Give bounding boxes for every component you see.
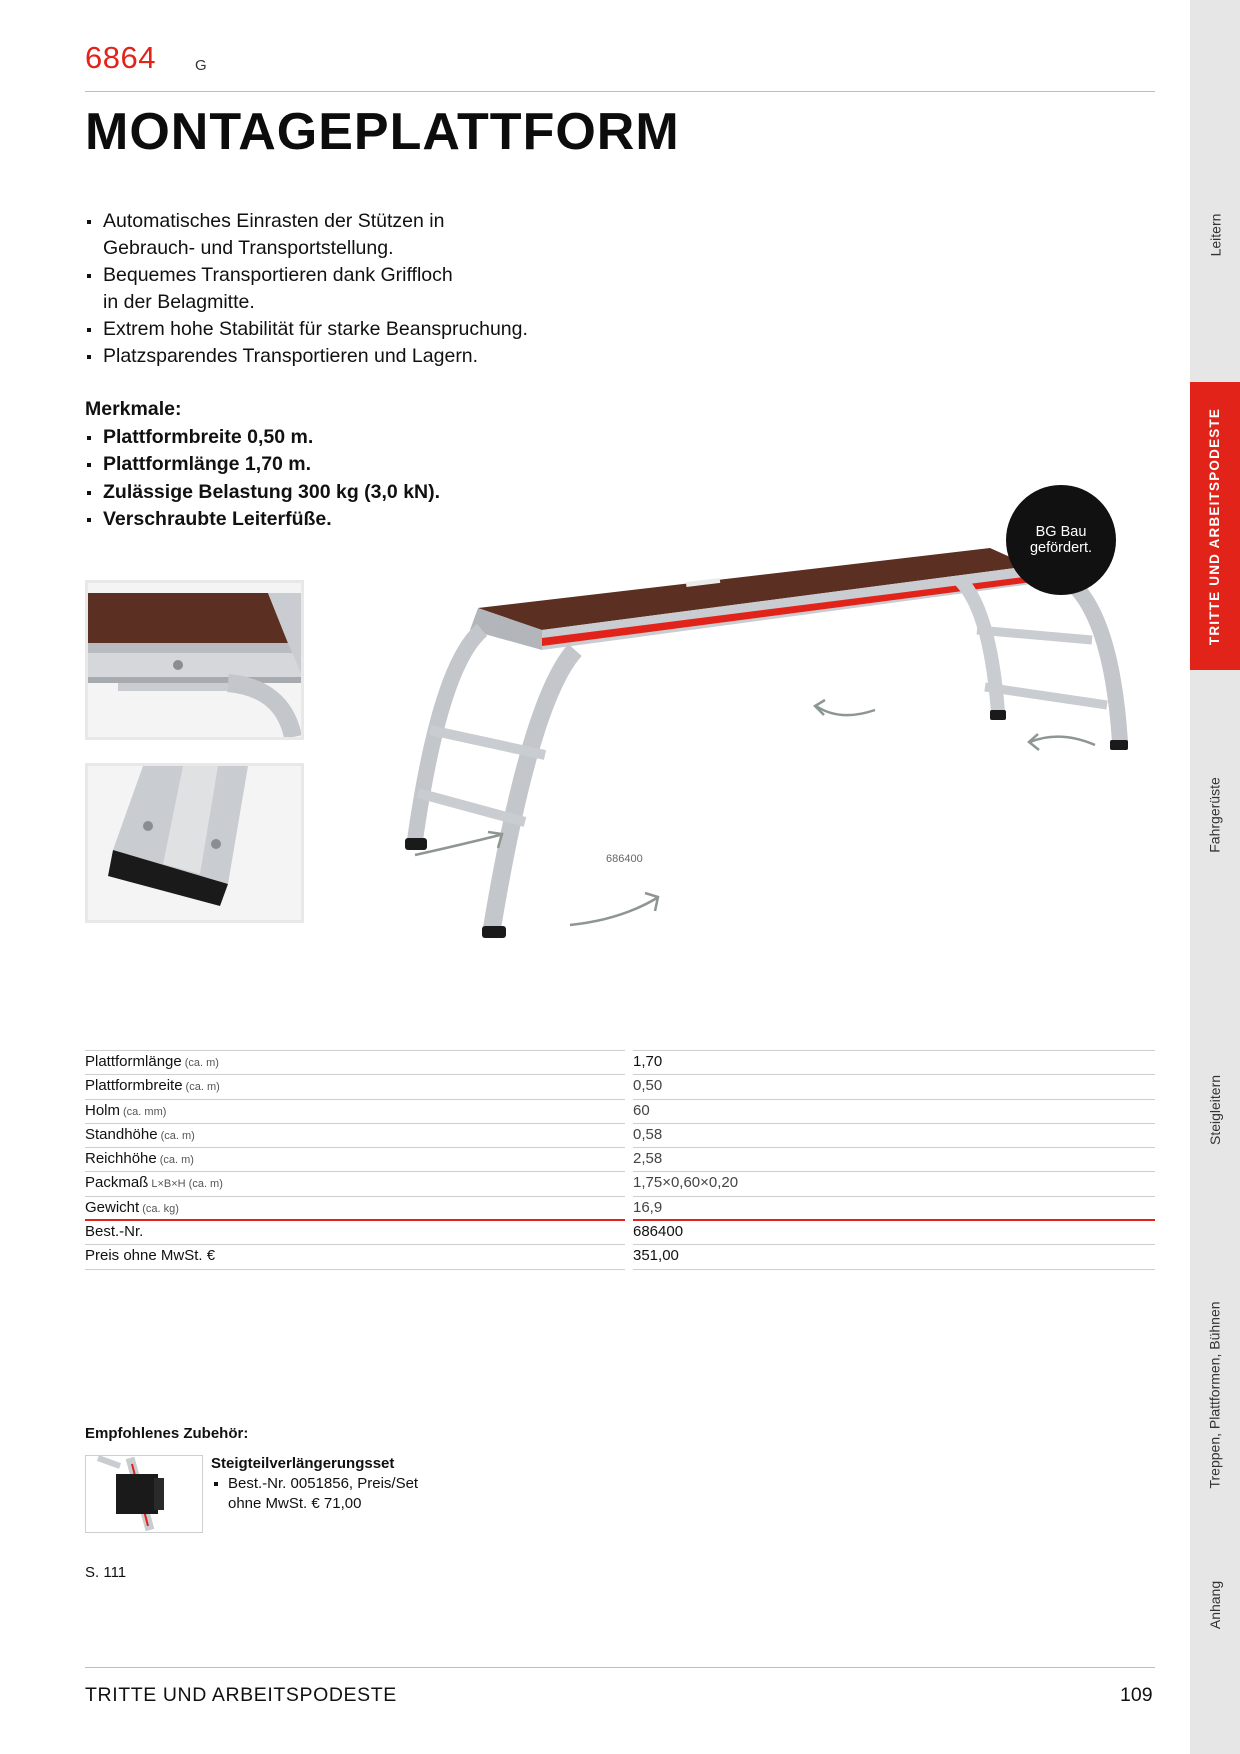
ladder-leg [1050,570,1120,742]
fold-arrow-icon [570,898,657,925]
spec-row [85,1171,1155,1195]
detail-image-platform-edge [85,580,304,740]
ladder-foot [405,838,427,850]
spec-row [85,1123,1155,1147]
badge-line: BG Bau [1035,524,1087,540]
product-sku-label: 686400 [606,853,643,865]
ladder-foot [990,710,1006,720]
spec-label: Packmaß L×B×H (ca. m) [85,1171,625,1195]
side-tab-steigleitern[interactable] [1190,1060,1240,1160]
accessory-price-line: ohne MwSt. € 71,00 [228,1495,362,1512]
features-heading: Merkmale: [85,398,182,420]
spec-row-order-number [85,1220,1155,1244]
spec-row [85,1074,1155,1098]
benefit-item [85,343,685,370]
accessory-name: Steigteilverlängerungsset [211,1455,395,1472]
badge-line: gefördert. [1029,540,1093,556]
item-number: 6864 [85,40,156,75]
spec-row-price [85,1244,1155,1268]
spec-value: 0,50 [633,1074,1155,1098]
feature-item: Plattformbreite 0,50 m. [85,424,685,451]
spec-row [85,1147,1155,1171]
side-tab-anhang[interactable] [1190,1570,1240,1640]
spec-label: Gewicht (ca. kg) [85,1196,625,1220]
spec-value: 16,9 [633,1196,1155,1220]
fold-arrow-icon [816,706,875,715]
spec-row [85,1050,1155,1074]
side-tab-label: Treppen, Plattformen, Bühnen [1207,1301,1224,1489]
benefit-text: Gebrauch- und Transportstellung. [103,237,394,259]
benefit-item [85,316,685,343]
benefit-item [85,262,685,316]
feature-item: Plattformlänge 1,70 m. [85,451,685,478]
ladder-leg [492,650,575,928]
spec-value: 1,75×0,60×0,20 [633,1171,1155,1195]
side-tab-fahrgerueste[interactable] [1190,760,1240,870]
side-tab-tritte[interactable] [1190,382,1240,670]
item-badge: G [195,57,207,74]
spec-label: Standhöhe (ca. m) [85,1123,625,1147]
benefit-item [85,208,685,262]
spec-value: 1,70 [633,1050,1155,1074]
footer-divider [85,1667,1155,1668]
spec-label: Plattformlänge (ca. m) [85,1050,625,1074]
fold-arrow-icon [1030,737,1095,745]
spec-value: 351,00 [633,1244,1155,1268]
bg-bau-badge [1006,485,1116,595]
detail-image-ladder-foot [85,763,304,923]
header-divider [85,91,1155,92]
spec-row [85,1196,1155,1220]
spec-table [85,1050,1155,1269]
side-tab-label: Anhang [1207,1580,1223,1630]
accessories-heading: Empfohlenes Zubehör: [85,1425,249,1442]
page-reference: S. 111 [85,1564,127,1581]
spec-value: 0,58 [633,1123,1155,1147]
spec-value: 60 [633,1099,1155,1123]
side-tab-label: Steigleitern [1207,1074,1224,1146]
ladder-foot [482,926,506,938]
side-tab-label: TRITTE UND ARBEITSPODESTE [1207,407,1223,645]
spec-value: 686400 [633,1220,1155,1244]
fold-arrow-head-icon [488,832,502,848]
spec-label: Preis ohne MwSt. € [85,1244,625,1268]
benefit-text: Extrem hohe Stabilität für starke Beanspruchung. [103,318,528,340]
page-number: 109 [1120,1684,1153,1706]
fold-arrow-head-icon [1029,734,1039,750]
benefit-text: Platzsparendes Transportieren und Lagern. [103,345,479,367]
page-title: MONTAGEPLATTFORM [85,103,680,161]
spec-label: Plattformbreite (ca. m) [85,1074,625,1098]
accessory-image [85,1455,203,1533]
ladder-foot [1110,740,1128,750]
side-tab-treppen[interactable] [1190,1290,1240,1500]
feature-item: Verschraubte Leiterfüße. [85,506,685,533]
side-tab-leitern[interactable] [1190,170,1240,300]
spec-value: 2,58 [633,1147,1155,1171]
spec-label: Holm (ca. mm) [85,1099,625,1123]
benefit-text: Bequemes Transportieren dank Griffloch [103,264,453,286]
feature-item: Zulässige Belastung 300 kg (3,0 kN). [85,479,685,506]
benefit-text: in der Belagmitte. [103,291,255,313]
benefit-list [85,208,685,370]
spec-label: Reichhöhe (ca. m) [85,1147,625,1171]
spec-row [85,1099,1155,1123]
side-tab-label: Fahrgerüste [1207,777,1224,853]
accessory-order-line: Best.-Nr. 0051856, Preis/Set [211,1475,418,1492]
fold-arrow-icon [415,835,500,855]
side-tab-label: Leitern [1207,213,1223,257]
spec-label: Best.-Nr. [85,1220,625,1244]
footer-section-title: TRITTE UND ARBEITSPODESTE [85,1684,397,1706]
benefit-text: Automatisches Einrasten der Stützen in [103,210,445,232]
